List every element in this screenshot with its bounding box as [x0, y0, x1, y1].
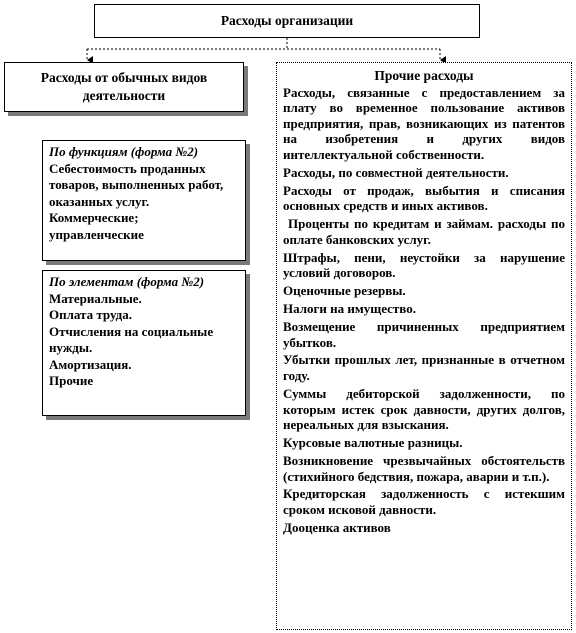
other-expense-item: Проценты по кредитам и займам. расходы по оплате банковских услуг. — [283, 216, 565, 247]
by-function-item: Себестоимость проданных товаров, выполненных работ, оказанных услуг. — [49, 160, 224, 209]
other-expense-item: Расходы, связанные с предоставлением за плату во временное пользование активов предприятия, прав, возникающих из патентов на изобретения и других видов интеллектуальной собственности. — [283, 84, 565, 162]
by-element-item: Материальные. — [49, 290, 142, 306]
by-function-title: По функциям (форма №2) — [49, 144, 199, 159]
by-element-item: Амортизация. — [49, 356, 132, 372]
by-function-item: управленческие — [49, 226, 144, 242]
other-expenses-node — [276, 62, 572, 630]
other-expense-item: Курсовые валютные разницы. — [283, 435, 463, 451]
other-expenses-title: Прочие расходы — [374, 68, 474, 83]
other-expense-item: Убытки прошлых лет, признанные в отчетном году. — [283, 352, 565, 384]
other-expense-item: Оценочные резервы. — [283, 283, 406, 299]
other-expense-item: Возникновение чрезвычайных обстоятельств (стихийного бедствия, пожара, аварии и т.п.). — [283, 452, 565, 484]
other-expense-item: Кредиторская задолженность с истекшим сроком исковой давности. — [283, 486, 565, 517]
other-expense-item: Штрафы, пени, неустойки за нарушение условий договоров. — [283, 249, 565, 281]
by-function-item: Коммерческие; — [49, 210, 139, 225]
by-function-node — [42, 140, 246, 261]
by-element-title: По элементам (форма №2) — [49, 274, 205, 289]
other-expense-item: Дооценка активов — [283, 519, 391, 535]
other-expense-item: Расходы, по совместной деятельности. — [283, 164, 509, 180]
by-element-item: Отчисления на социальные нужды. — [49, 323, 214, 355]
other-expense-item: Расходы от продаж, выбытия и списания основных средств и иных активов. — [283, 182, 565, 214]
root-node — [94, 4, 480, 38]
by-element-node — [42, 270, 246, 416]
by-element-item: Оплата труда. — [49, 307, 132, 322]
other-expense-item: Суммы дебиторской задолженности, по которым истек срок давности, других долгов, нереальных для взыскания. — [283, 385, 565, 433]
by-element-item: Прочие — [49, 373, 94, 388]
other-expense-item: Налоги на имущество. — [283, 301, 416, 317]
ordinary-expenses-title: Расходы от обычных видов деятельности — [40, 70, 208, 103]
ordinary-expenses-node — [4, 62, 244, 112]
root-title: Расходы организации — [220, 13, 354, 28]
other-expense-item: Возмещение причиненных предприятием убытков. — [283, 318, 565, 350]
